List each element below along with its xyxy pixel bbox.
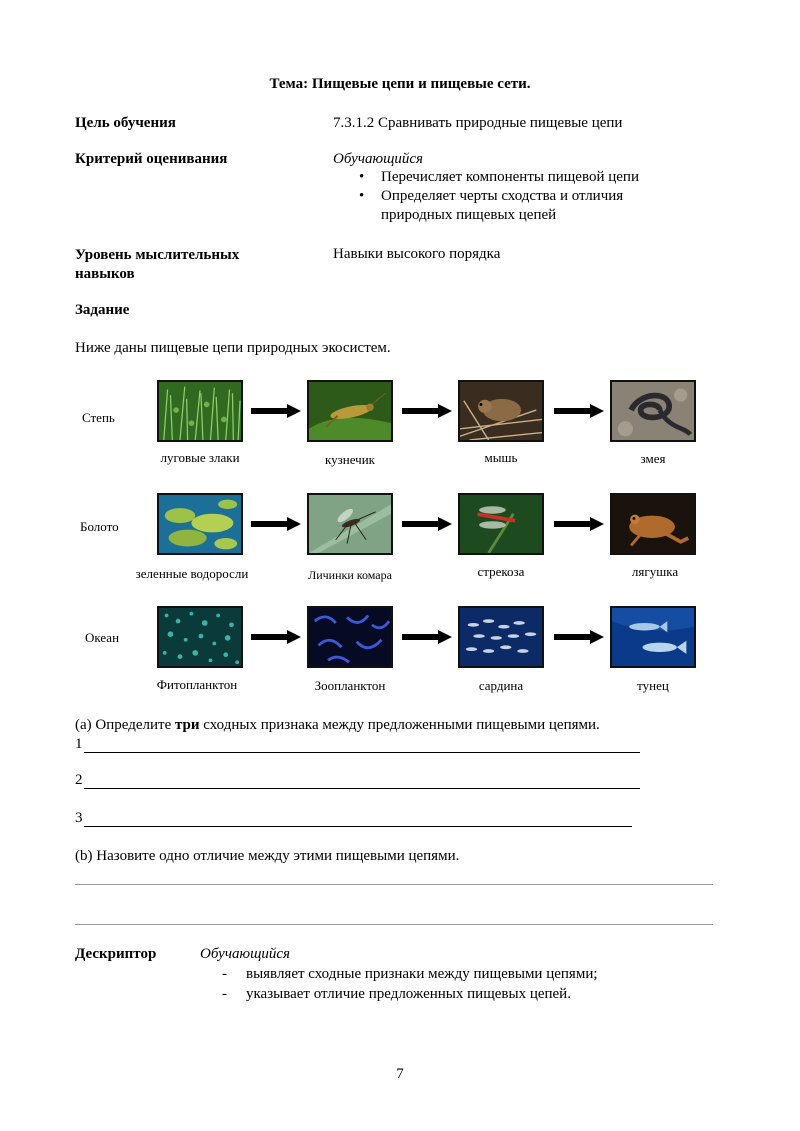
algae-image — [157, 493, 243, 555]
tuna-image — [610, 606, 696, 668]
dragonfly-image — [458, 493, 544, 555]
criteria-item-line: природных пищевых цепей — [381, 207, 557, 223]
answer-line-1[interactable] — [84, 752, 640, 753]
chain-caption: стрекоза — [477, 564, 525, 579]
answer-number-3: 3 — [75, 810, 83, 826]
arrow-icon — [251, 517, 301, 531]
thinking-value: Навыки высокого порядка — [333, 246, 501, 262]
page-number: 7 — [396, 1066, 404, 1082]
criteria-item-line: Определяет черты сходства и отличия — [381, 188, 624, 204]
mouse-image — [458, 380, 544, 442]
arrow-icon — [554, 630, 604, 644]
arrow-icon — [402, 404, 452, 418]
mosquito-image — [307, 493, 393, 555]
snake-image — [610, 380, 696, 442]
chain-caption: кузнечик — [325, 452, 375, 467]
question-a — [75, 717, 600, 734]
arrow-icon — [251, 630, 301, 644]
answer-line-b1[interactable] — [75, 884, 713, 885]
descriptor-block — [222, 964, 702, 1004]
chain-caption: тунец — [637, 678, 669, 693]
goal-label: Цель обучения — [75, 115, 176, 131]
question-a-pre: (a) Определите — [75, 717, 175, 733]
answer-number-2: 2 — [75, 772, 83, 788]
phytoplankton-image — [157, 606, 243, 668]
arrow-icon — [402, 517, 452, 531]
chain-caption: змея — [640, 451, 666, 466]
answer-line-2[interactable] — [84, 788, 640, 789]
chain-caption: Личинки комара — [308, 568, 392, 582]
grasshopper-image — [307, 380, 393, 442]
task-label: Задание — [75, 302, 130, 318]
question-a-post: сходных признака между предложенными пищевыми цепями. — [199, 717, 600, 733]
arrow-icon — [554, 517, 604, 531]
zooplankton-image — [307, 606, 393, 668]
grass-image — [157, 380, 243, 442]
answer-line-3[interactable] — [84, 826, 632, 827]
descriptor-item: - указывает отличие предложенных пищевых цепей. — [222, 984, 702, 1004]
thinking-label-line2: навыков — [75, 266, 135, 282]
chain-caption: зеленные водоросли — [135, 566, 249, 581]
ecosystem-label: Степь — [82, 410, 115, 425]
question-a-bold: три — [174, 717, 200, 733]
chain-caption: Зоопланктон — [314, 678, 386, 693]
criteria-item: • Перечисляет компоненты пищевой цепи — [333, 168, 693, 187]
frog-image — [610, 493, 696, 555]
answer-line-b2[interactable] — [75, 924, 713, 925]
descriptor-item: - выявляет сходные признаки между пищевыми цепями; — [222, 964, 702, 984]
criteria-subject: Обучающийся — [333, 151, 424, 167]
question-b: (b) Назовите одно отличие между этими пищевыми цепями. — [75, 848, 460, 864]
arrow-icon — [251, 404, 301, 418]
chain-caption: сардина — [478, 678, 524, 693]
chain-caption: мышь — [484, 450, 518, 465]
chain-caption: луговые злаки — [160, 450, 240, 465]
arrow-icon — [554, 404, 604, 418]
page-title: Тема: Пищевые цепи и пищевые сети. — [269, 76, 531, 92]
descriptor-subject: Обучающийся — [200, 946, 291, 962]
chain-caption: Фитопланктон — [156, 677, 238, 692]
ecosystem-label: Болото — [80, 519, 119, 534]
descriptor-label: Дескриптор — [75, 946, 157, 962]
sardine-image — [458, 606, 544, 668]
intro-text: Ниже даны пищевые цепи природных экосистем. — [75, 340, 391, 356]
descriptor-list — [222, 964, 702, 1004]
answer-number-1: 1 — [75, 736, 83, 752]
ecosystem-label: Океан — [85, 630, 120, 645]
thinking-label-line1: Уровень мыслительных — [75, 247, 240, 263]
chain-caption: лягушка — [631, 564, 679, 579]
arrow-icon — [402, 630, 452, 644]
goal-value: 7.3.1.2 Сравнивать природные пищевые цепи — [333, 115, 623, 131]
criteria-label: Критерий оценивания — [75, 151, 228, 167]
